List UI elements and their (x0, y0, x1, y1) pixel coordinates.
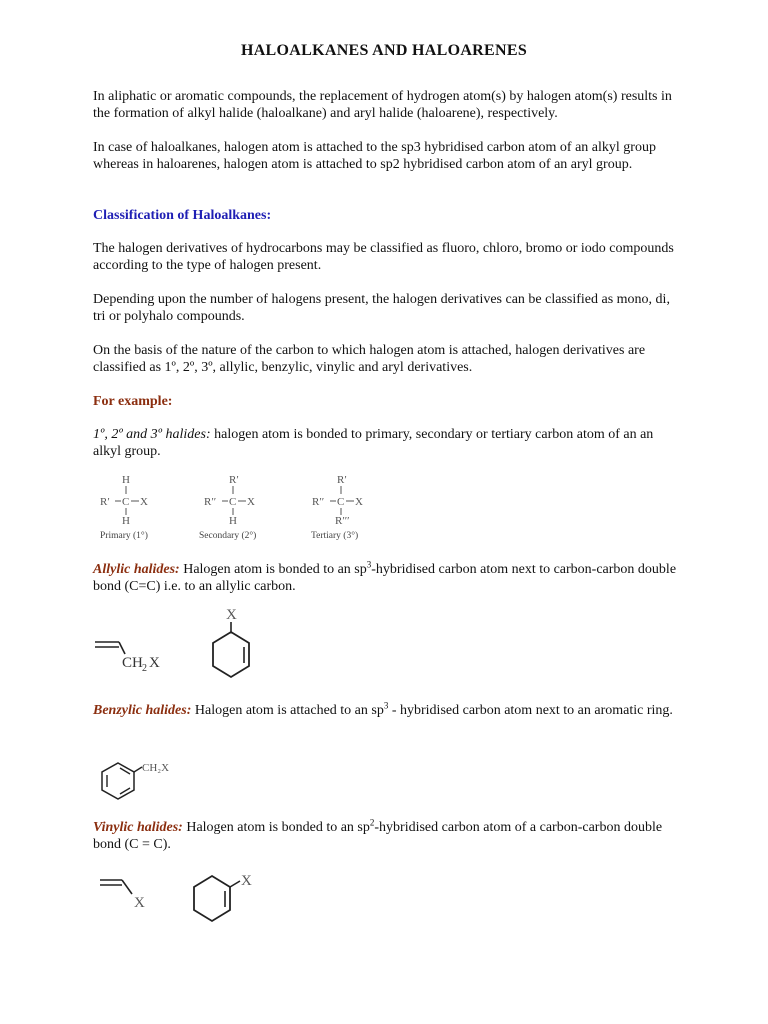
page-title: HALOALKANES AND HALOARENES (240, 42, 528, 59)
benzylic-paragraph (93, 702, 683, 719)
allylic-paragraph (93, 561, 683, 595)
intro-paragraph-2: In case of haloalkanes, halogen atom is attached to the sp3 hybridised carbon atom of an alkyl group whereas in haloarenes, halogen atom is attached to sp2 hybridised carbon atom of an aryl group. (93, 140, 656, 172)
classification-paragraph-2: Depending upon the number of halogens present, the halogen derivatives can be classified as mono, di, tri or polyhalo compounds. (93, 292, 670, 324)
degree-halides-figure (95, 472, 395, 544)
primary-structure (100, 474, 148, 541)
vinylic-term: Vinylic halides: (93, 820, 183, 835)
allyl-subscript: 2 (142, 663, 147, 674)
vinylic-figure (98, 870, 278, 930)
primary-bottom-atom: H (122, 515, 130, 527)
benzylic-figure (100, 755, 200, 805)
benzylic-bond (134, 767, 142, 772)
cyclohexene-vinylic-x: X (241, 873, 252, 889)
secondary-carbon: C (229, 496, 237, 508)
classification-paragraph-3: On the basis of the nature of the carbon to which halogen atom is attached, halogen derivatives are classified as 1º, 2º, 3º, allylic, benzylic, vinylic and aryl derivatives. (93, 343, 646, 375)
secondary-caption: Secondary (2°) (199, 531, 257, 541)
tertiary-structure (311, 474, 363, 541)
allylic-text-b: -hybridised carbon atom next to carbon-carbon double bond (C=C) i.e. to an allylic carbon. (93, 562, 677, 594)
cyclohexene-allylic-x: X (226, 607, 237, 623)
vinylic-superscript: 2 (369, 817, 375, 828)
example-heading: For example: (93, 394, 173, 409)
benzylic-term: Benzylic halides: (93, 703, 192, 718)
benzylic-text-b: - hybridised carbon atom next to an aromatic ring. (388, 703, 673, 718)
allyl-ch-label: CH (122, 655, 143, 671)
vinylic-text-b: -hybridised carbon atom of a carbon-carbon double bond (C = C). (93, 820, 663, 852)
benzylic-ch2x-label: CH₂X (142, 762, 170, 774)
degree-halides-text: halogen atom is bonded to primary, secondary or tertiary carbon atom of an an alkyl group. (93, 427, 654, 459)
allylic-text-a: Halogen atom is bonded to an sp (179, 562, 367, 577)
tertiary-caption: Tertiary (3°) (311, 531, 359, 541)
allylic-superscript: 3 (366, 559, 372, 570)
secondary-bottom-atom: H (229, 515, 237, 527)
primary-left-group: R′ (100, 496, 110, 508)
secondary-left-group: R′′ (204, 496, 217, 508)
primary-top-atom: H (122, 474, 130, 486)
allylic-term: Allylic halides: (93, 562, 180, 577)
allyl-single-bond (119, 642, 125, 654)
cyclohexene-vinylic-structure (194, 873, 252, 921)
vinylic-text-a: Halogen atom is bonded to an sp (182, 820, 370, 835)
secondary-halogen: X (247, 496, 255, 508)
primary-carbon: C (122, 496, 130, 508)
vinylic-paragraph (93, 819, 683, 853)
vinyl-single-bond (122, 880, 132, 894)
tertiary-top-group: R′ (337, 474, 347, 486)
secondary-top-group: R′ (229, 474, 239, 486)
cyclohexene-allylic-structure (213, 607, 249, 677)
allylic-figure (93, 608, 273, 688)
vinyl-chain-structure (100, 880, 145, 911)
classification-paragraph-1: The halogen derivatives of hydrocarbons may be classified as fluoro, chloro, bromo or iodo compounds according to the type of halogen present. (93, 241, 674, 273)
cyclohexene-vinylic-substituent-bond (230, 881, 240, 887)
classification-heading: Classification of Haloalkanes: (93, 208, 272, 223)
primary-halogen: X (140, 496, 148, 508)
intro-paragraph-1: In aliphatic or aromatic compounds, the replacement of hydrogen atom(s) by halogen atom(s) results in the formation of alkyl halide (haloalkane) and aryl halide (haloarene), respectively. (93, 89, 672, 121)
allyl-x-label: X (149, 655, 160, 671)
allyl-chain-structure (95, 642, 160, 674)
degree-halides-term: 1º, 2º and 3º halides: (93, 427, 211, 442)
benzylic-superscript: 3 (383, 700, 389, 711)
tertiary-bottom-group: R′′′ (335, 515, 350, 527)
tertiary-left-group: R′′ (312, 496, 325, 508)
tertiary-carbon: C (337, 496, 345, 508)
secondary-structure (199, 474, 256, 541)
primary-caption: Primary (1°) (100, 531, 148, 541)
degree-halides-paragraph (93, 426, 683, 460)
vinyl-x-label: X (134, 895, 145, 911)
benzylic-text-a: Halogen atom is attached to an sp (191, 703, 384, 718)
tertiary-halogen: X (355, 496, 363, 508)
